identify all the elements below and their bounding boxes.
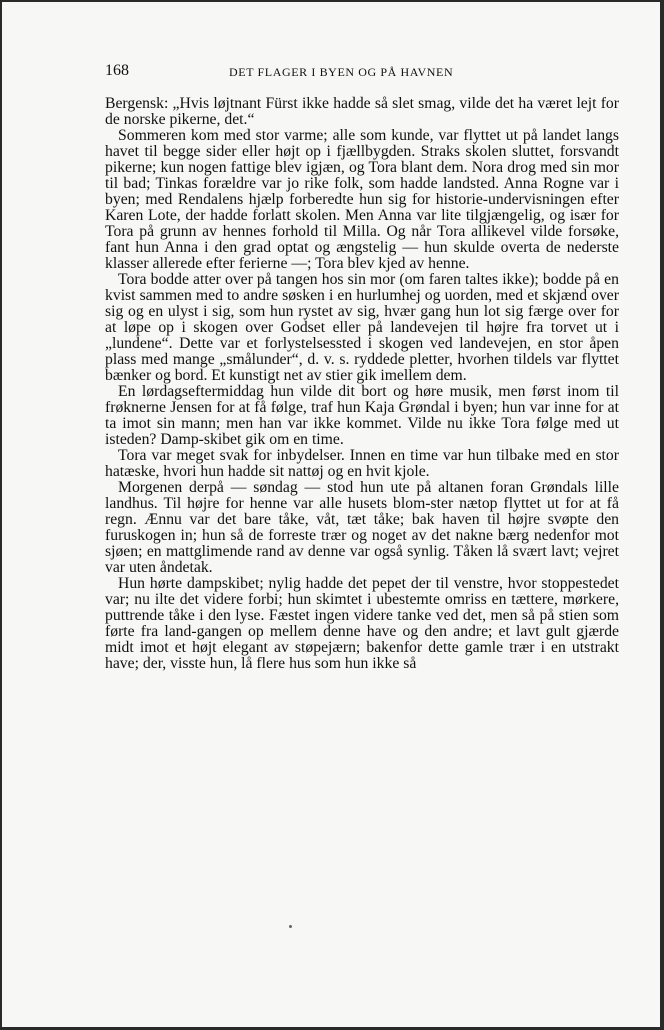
body-text [105, 96, 619, 672]
page-number: 168 [105, 62, 129, 79]
paragraph: Hun hørte dampskibet; nylig hadde det pepet der til venstre, hvor stoppestedet var; nu ilte det videre forbi; hun skimtet i ubestemte omriss en tættere, mørkere, puttrende tåke i den lyse. Fæstet ingen videre tanke ved det, men så på stien som førte fra land-gangen op mellem denne have og den andre; et lavt gult gjærde midt imot et højt elegant av støpejærn; bakenfor dette gamle trær i en utstrakt have; der, visste hun, lå flere hus som hun ikke så [105, 575, 619, 672]
paragraph: Tora var meget svak for inbydelser. Innen en time var hun tilbake med en stor hatæske, hvori hun hadde sit nattøj og en hvit kjole. [105, 447, 619, 480]
paragraph: En lørdagseftermiddag hun vilde dit bort og høre musik, men først inom til frøknerne Jensen for at få følge, traf hun Kaja Grøndal i byen; hun var inne for at ta imot sin mann; men han var ikke kommet. Vilde nu ikke Tora følge med ut isteden? Damp-skibet gik om en time. [105, 383, 619, 448]
scan-border-right [660, 0, 664, 1030]
scan-border-left [0, 0, 2, 1030]
paragraph: Bergensk: „Hvis løjtnant Fürst ikke hadde så slet smag, vilde det ha været lejt for de norske pikerne, det.“ [105, 95, 619, 128]
scan-border-top [0, 0, 664, 2]
page-header [105, 62, 620, 84]
paragraph: Sommeren kom med stor varme; alle som kunde, var flyttet ut på landet langs havet til begge sider eller højt op i fjællbygden. Straks skolen sluttet, forsvandt pikerne; kun nogen fattige blev igjæn, og Tora blant dem. Nora drog med sin mor til bad; Tinkas forældre var jo rike folk, som hadde landsted. Anna Rogne var i byen; med Rendalens hjælp forberedte hun sig for historie-undervisningen efter Karen Lote, der hadde forlatt skolen. Men Anna var lite tilgjængelig, og især for Tora på grunn av hennes forhold til Milla. Og når Tora allikevel vilde forsøke, fant hun Anna i den grad optat og ængstelig — hun skulde overta de nederste klasser allerede efter ferierne —; Tora blev kjed av henne. [105, 127, 619, 272]
scan-speck [289, 925, 292, 928]
paragraph: Tora bodde atter over på tangen hos sin mor (om faren taltes ikke); bodde på en kvist sammen med to andre søsken i en hurlumhej og uorden, med et skjænd over sig og en ulyst i sig, som hun rystet av sig, hvær gang hun lot sig færge over for at løpe op i skogen over Godset eller på landevejen til højre fra torvet ut i „lundene“. Dette var et forlystelsessted i skogen ved landevejen, en stor åpen plass med mange „smålunder“, d. v. s. ryddede pletter, hvorhen tildels var flyttet bænker og bord. Et kunstigt net av stier gik imellem dem. [105, 271, 619, 384]
paragraph: Morgenen derpå — søndag — stod hun ute på altanen foran Grøndals lille landhus. Til højre for henne var alle husets blom-ster nætop flyttet ut for at få regn. Ænnu var det bare tåke, våt, tæt tåke; bak haven til højre svøpte den furuskogen in; hun så de forreste trær og noget av det nakne bærg nedenfor mot sjøen; en mattglimende rand av denne var også synlig. Tåken lå svært lavt; vejret var uten åndetak. [105, 479, 619, 576]
running-head: DET FLAGER I BYEN OG PÅ HAVNEN [229, 65, 454, 79]
